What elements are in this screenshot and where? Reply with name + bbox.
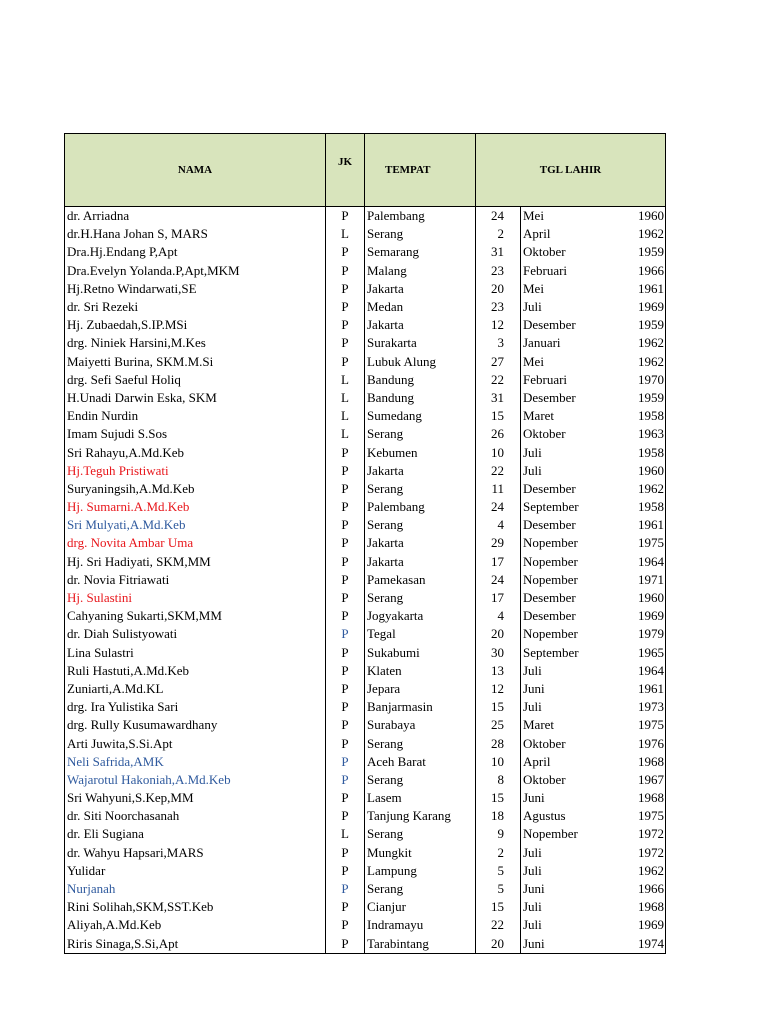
cell-tahun: 1967 bbox=[606, 771, 666, 789]
cell-tahun: 1969 bbox=[606, 916, 666, 934]
cell-jk: P bbox=[326, 534, 365, 552]
cell-nama: Zuniarti,A.Md.KL bbox=[65, 680, 326, 698]
spreadsheet-table-container bbox=[64, 133, 665, 954]
cell-tempat: Palembang bbox=[365, 498, 476, 516]
cell-bulan: Mei bbox=[521, 353, 606, 371]
cell-nama: dr. Wahyu Hapsari,MARS bbox=[65, 844, 326, 862]
cell-tempat: Jakarta bbox=[365, 553, 476, 571]
table-row bbox=[65, 425, 666, 443]
cell-bulan: Nopember bbox=[521, 625, 606, 643]
cell-tempat: Banjarmasin bbox=[365, 698, 476, 716]
header-tempat: TEMPAT bbox=[365, 134, 476, 207]
table-row bbox=[65, 316, 666, 334]
cell-tempat: Tanjung Karang bbox=[365, 807, 476, 825]
table-row bbox=[65, 698, 666, 716]
cell-bulan: Juli bbox=[521, 844, 606, 862]
cell-nama: Neli Safrida,AMK bbox=[65, 753, 326, 771]
cell-nama: dr. Novia Fitriawati bbox=[65, 571, 326, 589]
cell-nama: dr. Diah Sulistyowati bbox=[65, 625, 326, 643]
cell-bulan: Desember bbox=[521, 389, 606, 407]
cell-tahun: 1971 bbox=[606, 571, 666, 589]
table-row bbox=[65, 844, 666, 862]
cell-tgl: 10 bbox=[476, 443, 521, 461]
cell-tempat: Serang bbox=[365, 734, 476, 752]
cell-nama: drg. Novita Ambar Uma bbox=[65, 534, 326, 552]
table-row bbox=[65, 607, 666, 625]
cell-tahun: 1960 bbox=[606, 462, 666, 480]
cell-tahun: 1962 bbox=[606, 480, 666, 498]
cell-tahun: 1960 bbox=[606, 589, 666, 607]
cell-tempat: Bandung bbox=[365, 389, 476, 407]
table-row bbox=[65, 625, 666, 643]
cell-tahun: 1958 bbox=[606, 443, 666, 461]
cell-nama: Sri Wahyuni,S.Kep,MM bbox=[65, 789, 326, 807]
cell-tempat: Jakarta bbox=[365, 280, 476, 298]
cell-bulan: September bbox=[521, 644, 606, 662]
cell-bulan: Mei bbox=[521, 207, 606, 226]
cell-tgl: 22 bbox=[476, 916, 521, 934]
cell-tahun: 1976 bbox=[606, 734, 666, 752]
cell-tgl: 27 bbox=[476, 353, 521, 371]
cell-nama: Suryaningsih,A.Md.Keb bbox=[65, 480, 326, 498]
cell-nama: Dra.Hj.Endang P,Apt bbox=[65, 243, 326, 261]
table-row bbox=[65, 644, 666, 662]
cell-bulan: Juli bbox=[521, 443, 606, 461]
cell-nama: dr. Siti Noorchasanah bbox=[65, 807, 326, 825]
cell-tahun: 1962 bbox=[606, 225, 666, 243]
cell-jk: L bbox=[326, 407, 365, 425]
table-row bbox=[65, 443, 666, 461]
cell-tahun: 1959 bbox=[606, 389, 666, 407]
cell-tgl: 8 bbox=[476, 771, 521, 789]
cell-tgl: 24 bbox=[476, 207, 521, 226]
cell-jk: P bbox=[326, 935, 365, 954]
cell-nama: Sri Rahayu,A.Md.Keb bbox=[65, 443, 326, 461]
cell-bulan: Desember bbox=[521, 607, 606, 625]
cell-bulan: Oktober bbox=[521, 771, 606, 789]
cell-jk: P bbox=[326, 589, 365, 607]
cell-jk: P bbox=[326, 298, 365, 316]
table-row bbox=[65, 716, 666, 734]
cell-nama: dr. Arriadna bbox=[65, 207, 326, 226]
cell-tempat: Bandung bbox=[365, 371, 476, 389]
cell-tgl: 15 bbox=[476, 789, 521, 807]
cell-tgl: 5 bbox=[476, 862, 521, 880]
cell-tgl: 24 bbox=[476, 571, 521, 589]
cell-nama: Hj. Zubaedah,S.IP.MSi bbox=[65, 316, 326, 334]
cell-nama: Dra.Evelyn Yolanda.P,Apt,MKM bbox=[65, 262, 326, 280]
cell-tahun: 1961 bbox=[606, 280, 666, 298]
cell-jk: P bbox=[326, 262, 365, 280]
cell-tgl: 22 bbox=[476, 371, 521, 389]
cell-tahun: 1973 bbox=[606, 698, 666, 716]
table-row bbox=[65, 225, 666, 243]
cell-tahun: 1968 bbox=[606, 898, 666, 916]
cell-jk: L bbox=[326, 371, 365, 389]
table-row bbox=[65, 753, 666, 771]
cell-tempat: Serang bbox=[365, 589, 476, 607]
cell-tahun: 1972 bbox=[606, 825, 666, 843]
cell-nama: Nurjanah bbox=[65, 880, 326, 898]
cell-tahun: 1961 bbox=[606, 680, 666, 698]
cell-tgl: 3 bbox=[476, 334, 521, 352]
cell-jk: P bbox=[326, 753, 365, 771]
cell-nama: drg. Rully Kusumawardhany bbox=[65, 716, 326, 734]
cell-nama: Hj.Teguh Pristiwati bbox=[65, 462, 326, 480]
cell-jk: P bbox=[326, 862, 365, 880]
cell-tahun: 1969 bbox=[606, 298, 666, 316]
cell-tahun: 1969 bbox=[606, 607, 666, 625]
cell-tahun: 1979 bbox=[606, 625, 666, 643]
cell-nama: Maiyetti Burina, SKM.M.Si bbox=[65, 353, 326, 371]
cell-tahun: 1968 bbox=[606, 753, 666, 771]
cell-tempat: Sukabumi bbox=[365, 644, 476, 662]
cell-jk: P bbox=[326, 698, 365, 716]
cell-bulan: Februari bbox=[521, 371, 606, 389]
table-row bbox=[65, 534, 666, 552]
table-row bbox=[65, 262, 666, 280]
cell-tahun: 1975 bbox=[606, 807, 666, 825]
cell-tahun: 1960 bbox=[606, 207, 666, 226]
cell-jk: P bbox=[326, 462, 365, 480]
cell-bulan: Juli bbox=[521, 898, 606, 916]
cell-bulan: April bbox=[521, 225, 606, 243]
cell-tgl: 30 bbox=[476, 644, 521, 662]
cell-tahun: 1958 bbox=[606, 498, 666, 516]
cell-jk: P bbox=[326, 844, 365, 862]
cell-tempat: Kebumen bbox=[365, 443, 476, 461]
table-row bbox=[65, 498, 666, 516]
table-row bbox=[65, 334, 666, 352]
cell-bulan: Maret bbox=[521, 407, 606, 425]
cell-bulan: Nopember bbox=[521, 553, 606, 571]
cell-jk: P bbox=[326, 662, 365, 680]
cell-tempat: Surakarta bbox=[365, 334, 476, 352]
table-body bbox=[65, 207, 666, 954]
cell-nama: dr. Eli Sugiana bbox=[65, 825, 326, 843]
cell-tahun: 1975 bbox=[606, 716, 666, 734]
cell-tgl: 20 bbox=[476, 935, 521, 954]
cell-jk: P bbox=[326, 480, 365, 498]
cell-nama: Ruli Hastuti,A.Md.Keb bbox=[65, 662, 326, 680]
cell-tahun: 1962 bbox=[606, 334, 666, 352]
cell-tgl: 20 bbox=[476, 625, 521, 643]
cell-tgl: 15 bbox=[476, 698, 521, 716]
cell-jk: L bbox=[326, 225, 365, 243]
cell-tahun: 1963 bbox=[606, 425, 666, 443]
table-row bbox=[65, 862, 666, 880]
cell-tempat: Jakarta bbox=[365, 462, 476, 480]
cell-jk: L bbox=[326, 425, 365, 443]
cell-tahun: 1958 bbox=[606, 407, 666, 425]
table-row bbox=[65, 771, 666, 789]
cell-bulan: Februari bbox=[521, 262, 606, 280]
cell-tempat: Pamekasan bbox=[365, 571, 476, 589]
cell-bulan: Mei bbox=[521, 280, 606, 298]
cell-nama: drg. Niniek Harsini,M.Kes bbox=[65, 334, 326, 352]
cell-bulan: Juni bbox=[521, 789, 606, 807]
cell-bulan: Nopember bbox=[521, 825, 606, 843]
cell-jk: L bbox=[326, 389, 365, 407]
cell-jk: P bbox=[326, 607, 365, 625]
cell-tahun: 1964 bbox=[606, 662, 666, 680]
cell-nama: Hj. Sumarni.A.Md.Keb bbox=[65, 498, 326, 516]
cell-bulan: April bbox=[521, 753, 606, 771]
table-header-row bbox=[65, 134, 666, 207]
cell-tgl: 11 bbox=[476, 480, 521, 498]
cell-tgl: 4 bbox=[476, 607, 521, 625]
header-nama: NAMA bbox=[65, 134, 326, 207]
cell-nama: Endin Nurdin bbox=[65, 407, 326, 425]
header-tgl-lahir: TGL LAHIR bbox=[476, 134, 666, 207]
table-row bbox=[65, 407, 666, 425]
cell-tempat: Jepara bbox=[365, 680, 476, 698]
cell-tgl: 25 bbox=[476, 716, 521, 734]
cell-bulan: Maret bbox=[521, 716, 606, 734]
cell-bulan: Juli bbox=[521, 916, 606, 934]
cell-tempat: Lubuk Alung bbox=[365, 353, 476, 371]
cell-bulan: Oktober bbox=[521, 425, 606, 443]
cell-tempat: Surabaya bbox=[365, 716, 476, 734]
table-row bbox=[65, 680, 666, 698]
cell-tempat: Indramayu bbox=[365, 916, 476, 934]
cell-nama: drg. Sefi Saeful Holiq bbox=[65, 371, 326, 389]
table-row bbox=[65, 898, 666, 916]
cell-tgl: 17 bbox=[476, 553, 521, 571]
cell-bulan: Juli bbox=[521, 662, 606, 680]
cell-tempat: Lampung bbox=[365, 862, 476, 880]
cell-tgl: 2 bbox=[476, 225, 521, 243]
cell-tempat: Malang bbox=[365, 262, 476, 280]
cell-tgl: 20 bbox=[476, 280, 521, 298]
cell-tempat: Tegal bbox=[365, 625, 476, 643]
cell-tgl: 23 bbox=[476, 262, 521, 280]
cell-jk: P bbox=[326, 334, 365, 352]
cell-bulan: Juni bbox=[521, 880, 606, 898]
cell-jk: P bbox=[326, 625, 365, 643]
cell-bulan: Januari bbox=[521, 334, 606, 352]
table-row bbox=[65, 207, 666, 226]
cell-tempat: Jakarta bbox=[365, 316, 476, 334]
cell-jk: P bbox=[326, 644, 365, 662]
cell-jk: P bbox=[326, 898, 365, 916]
cell-nama: Aliyah,A.Md.Keb bbox=[65, 916, 326, 934]
cell-tahun: 1959 bbox=[606, 316, 666, 334]
cell-tgl: 28 bbox=[476, 734, 521, 752]
cell-bulan: Oktober bbox=[521, 243, 606, 261]
cell-tahun: 1962 bbox=[606, 862, 666, 880]
cell-bulan: Desember bbox=[521, 516, 606, 534]
table-row bbox=[65, 298, 666, 316]
cell-bulan: Juli bbox=[521, 462, 606, 480]
cell-jk: P bbox=[326, 353, 365, 371]
cell-tahun: 1968 bbox=[606, 789, 666, 807]
cell-tgl: 9 bbox=[476, 825, 521, 843]
cell-tahun: 1970 bbox=[606, 371, 666, 389]
cell-bulan: Desember bbox=[521, 316, 606, 334]
cell-tempat: Serang bbox=[365, 880, 476, 898]
cell-bulan: Agustus bbox=[521, 807, 606, 825]
cell-bulan: Juni bbox=[521, 680, 606, 698]
cell-tempat: Serang bbox=[365, 225, 476, 243]
cell-tgl: 31 bbox=[476, 243, 521, 261]
cell-nama: Wajarotul Hakoniah,A.Md.Keb bbox=[65, 771, 326, 789]
cell-tempat: Palembang bbox=[365, 207, 476, 226]
cell-tgl: 10 bbox=[476, 753, 521, 771]
cell-jk: P bbox=[326, 316, 365, 334]
table-row bbox=[65, 571, 666, 589]
cell-nama: Riris Sinaga,S.Si,Apt bbox=[65, 935, 326, 954]
cell-tgl: 22 bbox=[476, 462, 521, 480]
cell-tgl: 15 bbox=[476, 898, 521, 916]
cell-tempat: Medan bbox=[365, 298, 476, 316]
cell-tgl: 4 bbox=[476, 516, 521, 534]
cell-tempat: Sumedang bbox=[365, 407, 476, 425]
cell-tempat: Tarabintang bbox=[365, 935, 476, 954]
table-row bbox=[65, 789, 666, 807]
cell-jk: L bbox=[326, 825, 365, 843]
cell-jk: P bbox=[326, 207, 365, 226]
table-row bbox=[65, 880, 666, 898]
table-row bbox=[65, 516, 666, 534]
cell-bulan: Juni bbox=[521, 935, 606, 954]
cell-jk: P bbox=[326, 498, 365, 516]
cell-tgl: 12 bbox=[476, 316, 521, 334]
cell-jk: P bbox=[326, 916, 365, 934]
table-row bbox=[65, 825, 666, 843]
table-row bbox=[65, 916, 666, 934]
cell-bulan: September bbox=[521, 498, 606, 516]
cell-tgl: 17 bbox=[476, 589, 521, 607]
cell-nama: dr. Sri Rezeki bbox=[65, 298, 326, 316]
table-row bbox=[65, 480, 666, 498]
table-row bbox=[65, 589, 666, 607]
cell-bulan: Desember bbox=[521, 480, 606, 498]
cell-tempat: Klaten bbox=[365, 662, 476, 680]
cell-nama: Hj. Sri Hadiyati, SKM,MM bbox=[65, 553, 326, 571]
cell-jk: P bbox=[326, 880, 365, 898]
cell-jk: P bbox=[326, 516, 365, 534]
cell-tahun: 1972 bbox=[606, 844, 666, 862]
cell-nama: dr.H.Hana Johan S, MARS bbox=[65, 225, 326, 243]
cell-nama: Rini Solihah,SKM,SST.Keb bbox=[65, 898, 326, 916]
cell-bulan: Nopember bbox=[521, 571, 606, 589]
cell-jk: P bbox=[326, 280, 365, 298]
table-row bbox=[65, 662, 666, 680]
cell-tahun: 1975 bbox=[606, 534, 666, 552]
cell-tahun: 1961 bbox=[606, 516, 666, 534]
cell-tahun: 1966 bbox=[606, 262, 666, 280]
cell-nama: Imam Sujudi S.Sos bbox=[65, 425, 326, 443]
cell-jk: P bbox=[326, 443, 365, 461]
table-row bbox=[65, 243, 666, 261]
cell-tahun: 1974 bbox=[606, 935, 666, 954]
cell-jk: P bbox=[326, 789, 365, 807]
cell-tempat: Mungkit bbox=[365, 844, 476, 862]
cell-nama: Sri Mulyati,A.Md.Keb bbox=[65, 516, 326, 534]
cell-tempat: Jakarta bbox=[365, 534, 476, 552]
cell-tempat: Semarang bbox=[365, 243, 476, 261]
cell-tgl: 31 bbox=[476, 389, 521, 407]
cell-tgl: 29 bbox=[476, 534, 521, 552]
table-row bbox=[65, 553, 666, 571]
table-row bbox=[65, 389, 666, 407]
cell-tahun: 1965 bbox=[606, 644, 666, 662]
cell-nama: H.Unadi Darwin Eska, SKM bbox=[65, 389, 326, 407]
cell-tgl: 26 bbox=[476, 425, 521, 443]
cell-tgl: 23 bbox=[476, 298, 521, 316]
table-row bbox=[65, 734, 666, 752]
cell-bulan: Desember bbox=[521, 589, 606, 607]
cell-tempat: Serang bbox=[365, 425, 476, 443]
cell-bulan: Juli bbox=[521, 862, 606, 880]
cell-jk: P bbox=[326, 807, 365, 825]
table-row bbox=[65, 462, 666, 480]
cell-nama: Hj. Sulastini bbox=[65, 589, 326, 607]
cell-tgl: 12 bbox=[476, 680, 521, 698]
cell-tgl: 2 bbox=[476, 844, 521, 862]
cell-nama: Yulidar bbox=[65, 862, 326, 880]
cell-nama: Hj.Retno Windarwati,SE bbox=[65, 280, 326, 298]
cell-bulan: Juli bbox=[521, 698, 606, 716]
employee-table bbox=[64, 133, 666, 954]
cell-tempat: Serang bbox=[365, 771, 476, 789]
cell-bulan: Juli bbox=[521, 298, 606, 316]
cell-tempat: Lasem bbox=[365, 789, 476, 807]
table-row bbox=[65, 280, 666, 298]
cell-tempat: Serang bbox=[365, 516, 476, 534]
cell-nama: Arti Juwita,S.Si.Apt bbox=[65, 734, 326, 752]
cell-jk: P bbox=[326, 553, 365, 571]
cell-tgl: 13 bbox=[476, 662, 521, 680]
cell-nama: Lina Sulastri bbox=[65, 644, 326, 662]
cell-tempat: Serang bbox=[365, 480, 476, 498]
cell-nama: drg. Ira Yulistika Sari bbox=[65, 698, 326, 716]
cell-tgl: 15 bbox=[476, 407, 521, 425]
cell-tempat: Aceh Barat bbox=[365, 753, 476, 771]
cell-jk: P bbox=[326, 734, 365, 752]
cell-jk: P bbox=[326, 771, 365, 789]
cell-tahun: 1959 bbox=[606, 243, 666, 261]
table-row bbox=[65, 353, 666, 371]
cell-tahun: 1964 bbox=[606, 553, 666, 571]
table-row bbox=[65, 371, 666, 389]
table-row bbox=[65, 807, 666, 825]
cell-tahun: 1966 bbox=[606, 880, 666, 898]
cell-jk: P bbox=[326, 680, 365, 698]
cell-tempat: Cianjur bbox=[365, 898, 476, 916]
cell-tempat: Serang bbox=[365, 825, 476, 843]
cell-jk: P bbox=[326, 243, 365, 261]
cell-tgl: 18 bbox=[476, 807, 521, 825]
cell-tempat: Jogyakarta bbox=[365, 607, 476, 625]
cell-jk: P bbox=[326, 716, 365, 734]
cell-tgl: 5 bbox=[476, 880, 521, 898]
cell-jk: P bbox=[326, 571, 365, 589]
cell-tgl: 24 bbox=[476, 498, 521, 516]
cell-bulan: Nopember bbox=[521, 534, 606, 552]
header-jk: JK bbox=[326, 134, 365, 207]
cell-tahun: 1962 bbox=[606, 353, 666, 371]
cell-nama: Cahyaning Sukarti,SKM,MM bbox=[65, 607, 326, 625]
table-row bbox=[65, 935, 666, 954]
cell-bulan: Oktober bbox=[521, 734, 606, 752]
